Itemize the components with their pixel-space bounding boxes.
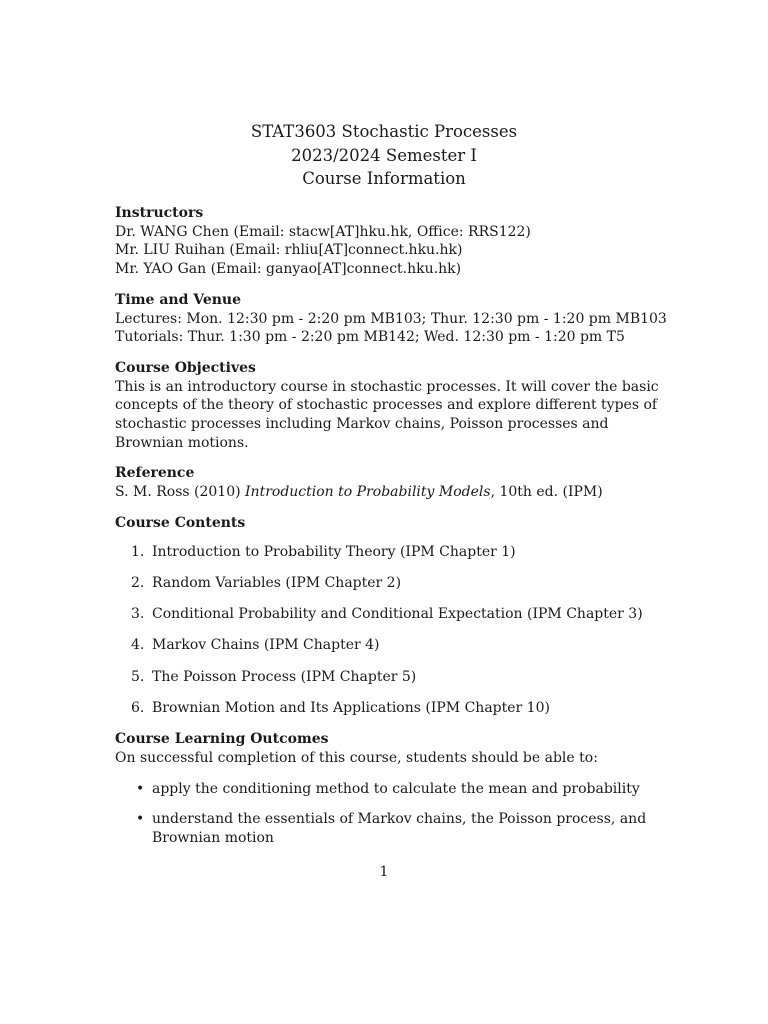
list-item bbox=[115, 605, 660, 624]
bullet-icon: • bbox=[136, 780, 145, 797]
reference-citation bbox=[115, 483, 660, 502]
objectives-text: This is an introductory course in stochastic processes. It will cover the basic concepts of the theory of stochastic processes and explore different types of stochastic processes including Markov chains, Poisson processes and Brownian motions. bbox=[115, 378, 659, 451]
list-item-text: Brownian Motion and Its Applications (IPM Chapter 10) bbox=[152, 700, 550, 717]
list-number: 2. bbox=[131, 574, 145, 591]
reference-edition: , 10th ed. (IPM) bbox=[490, 484, 603, 501]
document-subtitle: Course Information bbox=[302, 169, 466, 188]
semester-title: 2023/2024 Semester I bbox=[291, 146, 477, 165]
list-number: 4. bbox=[131, 637, 145, 654]
list-item-text: understand the essentials of Markov chains, the Poisson process, and Brownian motion bbox=[152, 811, 647, 847]
reference-author: S. M. Ross (2010) bbox=[115, 484, 246, 501]
page-number: 1 bbox=[379, 864, 389, 880]
outcomes-heading: Course Learning Outcomes bbox=[115, 731, 329, 748]
contents-list bbox=[115, 543, 660, 718]
instructor-line: Dr. WANG Chen (Email: stacw[AT]hku.hk, Office: RRS122) bbox=[115, 223, 531, 240]
list-item bbox=[115, 780, 660, 799]
outcomes-intro: On successful completion of this course, students should be able to: bbox=[115, 750, 598, 767]
lectures-line: Lectures: Mon. 12:30 pm - 2:20 pm MB103; Thur. 12:30 pm - 1:20 pm MB103 bbox=[115, 310, 667, 327]
bullet-icon: • bbox=[136, 811, 145, 828]
instructor-line: Mr. YAO Gan (Email: ganyao[AT]connect.hku.hk) bbox=[115, 261, 462, 278]
list-item-text: The Poisson Process (IPM Chapter 5) bbox=[152, 668, 417, 685]
list-number: 5. bbox=[131, 668, 145, 685]
list-item-text: apply the conditioning method to calculate the mean and probability bbox=[152, 780, 640, 797]
list-item bbox=[115, 636, 660, 655]
reference-book-title: Introduction to Probability Models bbox=[245, 484, 491, 501]
list-item bbox=[115, 810, 660, 847]
contents-heading: Course Contents bbox=[115, 514, 246, 531]
objectives-heading: Course Objectives bbox=[115, 359, 256, 376]
reference-heading: Reference bbox=[115, 465, 195, 482]
list-number: 6. bbox=[131, 700, 145, 717]
list-item bbox=[115, 574, 660, 593]
course-title: STAT3603 Stochastic Processes bbox=[250, 122, 518, 141]
outcomes-list bbox=[115, 780, 660, 848]
list-item bbox=[115, 699, 660, 718]
tutorials-line: Tutorials: Thur. 1:30 pm - 2:20 pm MB142; Wed. 12:30 pm - 1:20 pm T5 bbox=[115, 329, 625, 346]
list-item-text: Conditional Probability and Conditional Expectation (IPM Chapter 3) bbox=[152, 606, 643, 623]
document-body bbox=[115, 204, 667, 860]
list-item-text: Markov Chains (IPM Chapter 4) bbox=[152, 637, 380, 654]
time-venue-heading: Time and Venue bbox=[115, 291, 241, 308]
instructors-heading: Instructors bbox=[115, 205, 204, 221]
list-number: 1. bbox=[131, 543, 145, 560]
instructor-line: Mr. LIU Ruihan (Email: rhliu[AT]connect.hku.hk) bbox=[115, 242, 463, 259]
list-item-text: Introduction to Probability Theory (IPM Chapter 1) bbox=[152, 543, 516, 560]
list-item-text: Random Variables (IPM Chapter 2) bbox=[152, 574, 402, 591]
list-item bbox=[115, 543, 660, 562]
list-number: 3. bbox=[131, 606, 145, 623]
list-item bbox=[115, 668, 660, 687]
